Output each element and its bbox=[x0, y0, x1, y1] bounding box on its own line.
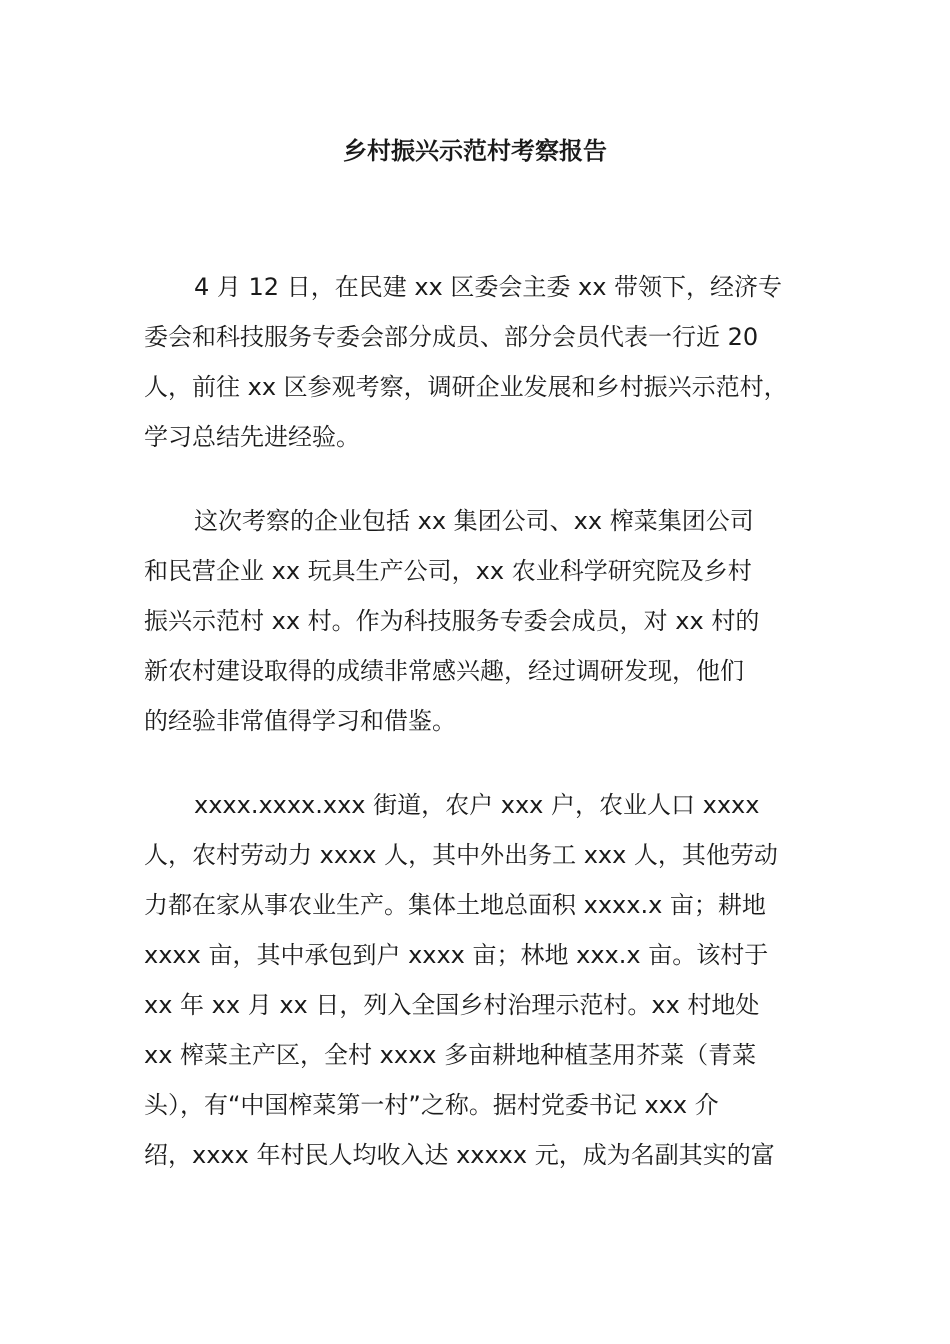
paragraph-line: 头），有“中国榨菜第一村”之称。据村党委书记 xxx 介 bbox=[144, 1091, 719, 1119]
paragraph-3 bbox=[144, 780, 824, 1180]
paragraph-line: xxxx 亩，其中承包到户 xxxx 亩；林地 xxx.x 亩。该村于 bbox=[144, 941, 769, 969]
paragraph-line: 力都在家从事农业生产。集体土地总面积 xxxx.x 亩；耕地 bbox=[144, 891, 766, 919]
paragraph-line: 振兴示范村 xx 村。作为科技服务专委会成员，对 xx 村的 bbox=[144, 607, 760, 635]
paragraph-line: 和民营企业 xx 玩具生产公司，xx 农业科学研究院及乡村 bbox=[144, 557, 752, 585]
paragraph-line: 的经验非常值得学习和借鉴。 bbox=[144, 707, 456, 735]
paragraph-line: 委会和科技服务专委会部分成员、部分会员代表一行近 20 bbox=[144, 323, 759, 351]
paragraph-line: xx 榨菜主产区，全村 xxxx 多亩耕地种植茎用芥菜（青菜 bbox=[144, 1041, 757, 1069]
paragraph-line: xxxx.xxxx.xxx 街道，农户 xxx 户，农业人口 xxxx bbox=[194, 791, 760, 819]
paragraph-line: 人，前往 xx 区参观考察，调研企业发展和乡村振兴示范村， bbox=[144, 373, 788, 401]
paragraph-line: 4 月 12 日，在民建 xx 区委会主委 xx 带领下，经济专 bbox=[194, 273, 783, 301]
paragraph-line: 绍，xxxx 年村民人均收入达 xxxxx 元，成为名副其实的富 bbox=[144, 1141, 775, 1169]
paragraph-line: 学习总结先进经验。 bbox=[144, 423, 360, 451]
document-title: 乡村振兴示范村考察报告 bbox=[343, 137, 607, 165]
paragraph-line: 新农村建设取得的成绩非常感兴趣，经过调研发现，他们 bbox=[144, 657, 744, 685]
paragraph-2 bbox=[144, 496, 824, 746]
paragraph-1 bbox=[144, 262, 824, 462]
paragraph-line: 这次考察的企业包括 xx 集团公司、xx 榨菜集团公司 bbox=[194, 507, 754, 535]
paragraph-line: 人，农村劳动力 xxxx 人，其中外出务工 xxx 人，其他劳动 bbox=[144, 841, 778, 869]
paragraph-line: xx 年 xx 月 xx 日，列入全国乡村治理示范村。xx 村地处 bbox=[144, 991, 760, 1019]
